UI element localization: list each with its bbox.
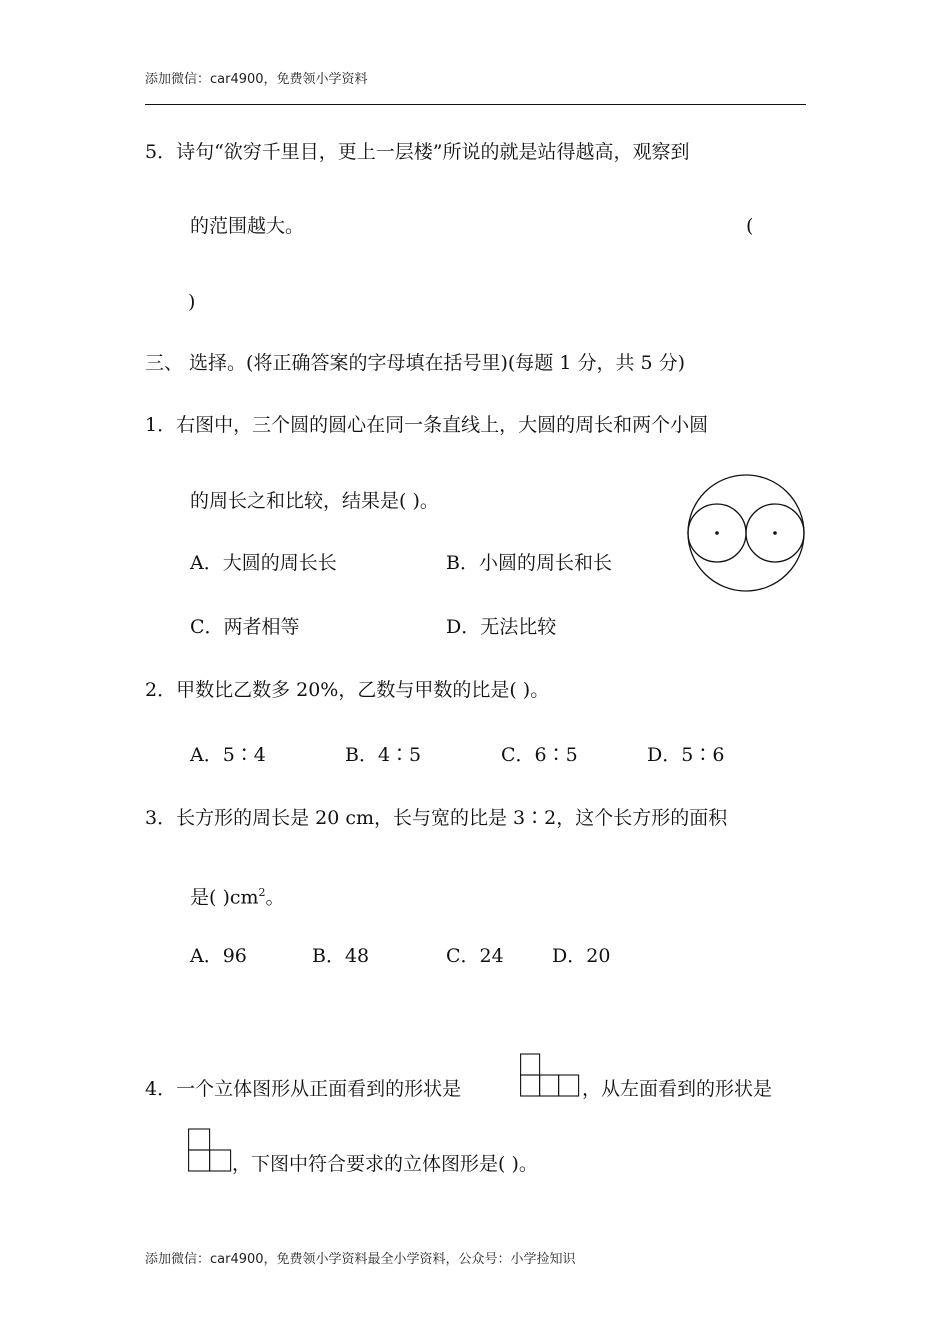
q1-option-d: D．无法比较 bbox=[446, 616, 557, 638]
q3-option-d: D．20 bbox=[552, 945, 611, 967]
q1-option-c: C．两者相等 bbox=[190, 616, 300, 638]
left-view-figure bbox=[188, 1128, 232, 1172]
q3-line2-pre: 是( )cm bbox=[190, 886, 259, 909]
q3-line1: 3．长方形的周长是 20 cm，长与宽的比是 3∶2，这个长方形的面积 bbox=[145, 807, 728, 829]
q3-superscript: 2 bbox=[258, 886, 266, 899]
judge-q5-line2: 的范围越大。 bbox=[190, 215, 305, 237]
judge-q5-line1: 5．诗句“欲穷千里目，更上一层楼”所说的就是站得越高，观察到 bbox=[145, 141, 690, 163]
q3-option-a: A．96 bbox=[190, 945, 247, 967]
q2-option-d: D．5∶6 bbox=[647, 744, 725, 766]
three-circles-figure bbox=[684, 473, 808, 593]
q2-option-a: A．5∶4 bbox=[190, 744, 266, 766]
q2-option-b: B．4∶5 bbox=[345, 744, 422, 766]
judge-q5-close-paren: ) bbox=[188, 291, 196, 313]
q3-option-b: B．48 bbox=[312, 945, 370, 967]
front-view-figure bbox=[520, 1053, 580, 1097]
q1-option-a: A．大圆的周长长 bbox=[190, 552, 337, 574]
page-header: 添加微信：car4900，免费领小学资料 bbox=[145, 72, 368, 87]
header-divider bbox=[145, 104, 806, 105]
q1-option-b: B．小圆的周长和长 bbox=[446, 552, 612, 574]
q3-option-c: C．24 bbox=[446, 945, 504, 967]
q2-line1: 2．甲数比乙数多 20%，乙数与甲数的比是( )。 bbox=[145, 679, 550, 701]
q3-line2-post: 。 bbox=[265, 886, 285, 909]
center-dot-right bbox=[773, 531, 777, 535]
q4-line2: ，下图中符合要求的立体图形是( )。 bbox=[232, 1153, 538, 1175]
q4-line1-pre: 4．一个立体图形从正面看到的形状是 bbox=[145, 1078, 462, 1100]
q1-line2: 的周长之和比较，结果是( )。 bbox=[190, 490, 439, 512]
page-footer: 添加微信：car4900，免费领小学资料最全小学资料，公众号：小学捡知识 bbox=[145, 1252, 576, 1267]
q2-option-c: C．6∶5 bbox=[501, 744, 578, 766]
q1-line1: 1．右图中，三个圆的圆心在同一条直线上，大圆的周长和两个小圆 bbox=[145, 414, 709, 436]
q4-line1-post: ，从左面看到的形状是 bbox=[582, 1078, 773, 1100]
section-title: 三、 选择。(将正确答案的字母填在括号里)(每题 1 分，共 5 分) bbox=[145, 352, 686, 374]
judge-q5-open-paren: ( bbox=[746, 215, 754, 237]
q3-line2 bbox=[190, 881, 285, 909]
center-dot-left bbox=[715, 531, 719, 535]
